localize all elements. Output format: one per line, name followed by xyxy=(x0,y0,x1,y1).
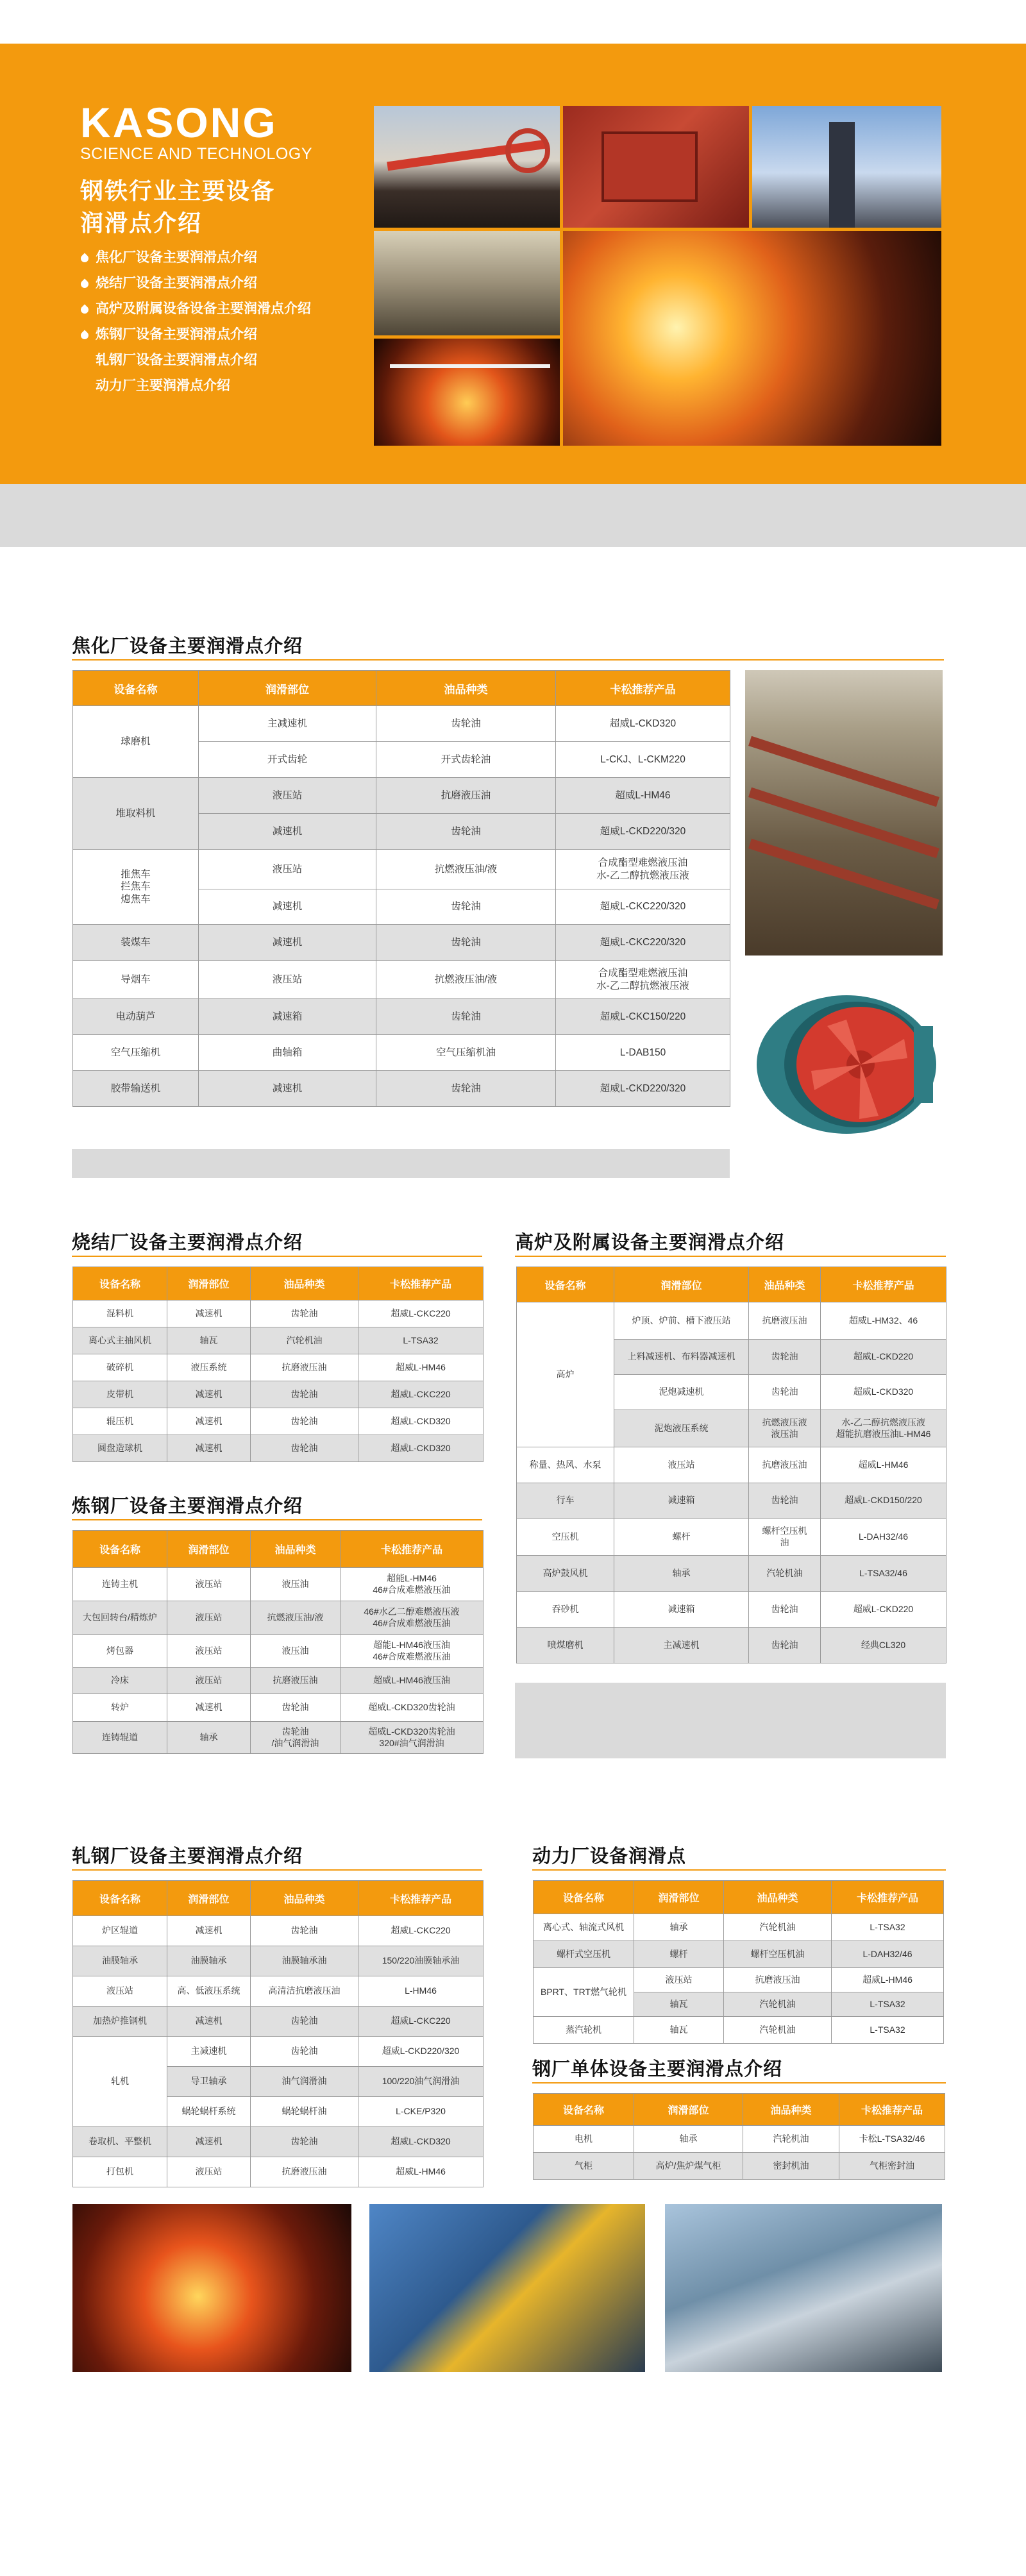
table-cell: 齿轮油 xyxy=(251,1301,358,1327)
photo-crusher xyxy=(563,106,749,228)
brand-block xyxy=(80,101,375,239)
table-cell: 液压站 xyxy=(73,1976,167,2007)
column-header: 卡松推荐产品 xyxy=(832,1881,944,1914)
table-cell: 离心式主抽风机 xyxy=(73,1327,167,1354)
table-cell: 螺杆式空压机 xyxy=(534,1941,634,1968)
table-cell: 齿轮油 xyxy=(251,1694,341,1722)
table-cell: 汽轮机油 xyxy=(724,1992,832,2017)
table-cell: 减速机 xyxy=(167,2127,251,2157)
table-cell: 打包机 xyxy=(73,2157,167,2187)
table-cell: 水-乙二醇抗燃液压液 超能抗磨液压油L-HM46 xyxy=(821,1410,946,1447)
steelmaking-lubrication-table xyxy=(72,1530,484,1754)
table-cell: 齿轮油 xyxy=(251,1408,358,1435)
table-cell: 曲轴箱 xyxy=(199,1035,376,1071)
table-cell: 液压站 xyxy=(614,1447,749,1483)
table-cell: 轴承 xyxy=(614,1556,749,1592)
photo-cold-rolling-line xyxy=(665,2204,942,2372)
table-cell: 抗磨液压油 xyxy=(251,1354,358,1381)
table-cell: 主减速机 xyxy=(199,706,376,742)
table-cell: 高清洁抗磨液压油 xyxy=(251,1976,358,2007)
table-cell: 油气润滑油 xyxy=(251,2067,358,2097)
table-cell: 汽轮机油 xyxy=(251,1327,358,1354)
table-cell: 超威L-CKD320 xyxy=(821,1375,946,1410)
drop-icon xyxy=(80,252,89,264)
photo-axial-fan xyxy=(750,981,943,1141)
photo-conveyor-gallery xyxy=(374,231,560,335)
column-header: 设备名称 xyxy=(73,1881,167,1916)
column-header: 卡松推荐产品 xyxy=(556,671,730,706)
column-header: 油品种类 xyxy=(251,1531,341,1568)
table-cell: 齿轮油 xyxy=(376,889,556,925)
table-cell: 轴瓦 xyxy=(634,1992,724,2017)
toc-item-label: 轧钢厂设备主要润滑点介绍 xyxy=(96,353,257,367)
table-cell: 超威L-CKC220/320 xyxy=(556,889,730,925)
table-cell: 超威L-CKC220 xyxy=(358,1301,484,1327)
table-cell: L-TSA32 xyxy=(832,2017,944,2044)
toc-item[interactable] xyxy=(80,348,311,373)
table-cell: 卡松L-TSA32/46 xyxy=(839,2126,945,2153)
column-header: 设备名称 xyxy=(534,2094,634,2126)
table-cell: L-CKJ、L-CKM220 xyxy=(556,742,730,778)
table-cell: L-TSA32 xyxy=(832,1914,944,1941)
section-rule xyxy=(72,1869,482,1871)
table-cell: 超威L-HM46 xyxy=(821,1447,946,1483)
table-cell: 超威L-CKD220 xyxy=(821,1592,946,1628)
table-cell: 齿轮油 xyxy=(749,1483,821,1519)
banner-title xyxy=(80,175,375,239)
table-cell: 破碎机 xyxy=(73,1354,167,1381)
table-cell: 离心式、轴流式风机 xyxy=(534,1914,634,1941)
table-cell: 圆盘造球机 xyxy=(73,1435,167,1462)
table-cell: 抗燃液压油/液 xyxy=(251,1601,341,1635)
column-header: 油品种类 xyxy=(743,2094,839,2126)
table-cell: 100/220油气润滑油 xyxy=(358,2067,484,2097)
table-cell: 抗燃液压油/液 xyxy=(376,961,556,999)
column-header: 油品种类 xyxy=(749,1267,821,1302)
table-cell: 主减速机 xyxy=(614,1628,749,1663)
table-cell: 抗磨液压油 xyxy=(376,778,556,814)
table-cell: L-DAH32/46 xyxy=(832,1941,944,1968)
banner-title-line2: 润滑点介绍 xyxy=(80,210,203,236)
equipment-cell: 轧机 xyxy=(73,2037,167,2127)
table-cell: 辊压机 xyxy=(73,1408,167,1435)
column-header: 卡松推荐产品 xyxy=(821,1267,946,1302)
table-cell: 减速机 xyxy=(199,925,376,961)
table-cell: 超威L-HM46 xyxy=(832,1968,944,1992)
table-cell: 液压站 xyxy=(167,1601,251,1635)
grey-placeholder-block xyxy=(515,1683,946,1758)
table-cell: 齿轮油 xyxy=(749,1375,821,1410)
column-header: 润滑部位 xyxy=(634,1881,724,1914)
table-cell: L-TSA32 xyxy=(832,1992,944,2017)
table-cell: 胶带输送机 xyxy=(73,1071,199,1107)
blast-furnace-lubrication-table xyxy=(516,1267,946,1663)
table-cell: 减速机 xyxy=(167,1694,251,1722)
table-cell: 减速机 xyxy=(167,1916,251,1946)
table-cell: 液压站 xyxy=(199,850,376,889)
table-cell: 超威L-CKC220 xyxy=(358,1381,484,1408)
column-header: 设备名称 xyxy=(73,671,199,706)
table-cell: 减速箱 xyxy=(614,1483,749,1519)
table-cell: L-CKE/P320 xyxy=(358,2097,484,2127)
section-rule xyxy=(72,1256,482,1257)
table-cell: 齿轮油 xyxy=(251,2007,358,2037)
table-cell: 电机 xyxy=(534,2126,634,2153)
table-cell: 合成酯型难燃液压油 水-乙二醇抗燃液压液 xyxy=(556,850,730,889)
table-cell: 液压站 xyxy=(167,1635,251,1668)
grey-placeholder-bar xyxy=(72,1149,730,1178)
table-cell: 装煤车 xyxy=(73,925,199,961)
equipment-cell: 高炉 xyxy=(517,1302,614,1447)
table-cell: 汽轮机油 xyxy=(749,1556,821,1592)
toc-item[interactable] xyxy=(80,271,311,296)
grey-divider-band xyxy=(0,484,1026,547)
column-header: 润滑部位 xyxy=(634,2094,743,2126)
table-cell: 超威L-CKC220/320 xyxy=(556,925,730,961)
table-cell: 汽轮机油 xyxy=(743,2126,839,2153)
table-cell: 液压站 xyxy=(167,1668,251,1694)
table-cell: 减速机 xyxy=(167,1435,251,1462)
table-cell: 蜗轮蜗杆系统 xyxy=(167,2097,251,2127)
equipment-cell: BPRT、TRT燃气轮机 xyxy=(534,1968,634,2017)
table-cell: 喷煤磨机 xyxy=(517,1628,614,1663)
table-cell: 齿轮油 xyxy=(376,999,556,1035)
table-cell: 齿轮油 xyxy=(376,706,556,742)
table-cell: 油膜轴承 xyxy=(73,1946,167,1976)
section-title-power: 动力厂设备润滑点 xyxy=(532,1846,687,1867)
table-cell: 轴承 xyxy=(634,2126,743,2153)
toc-item-label: 炼钢厂设备主要润滑点介绍 xyxy=(96,327,257,342)
table-cell: 加热炉推钢机 xyxy=(73,2007,167,2037)
table-cell: 空压机 xyxy=(517,1519,614,1556)
table-cell: 混料机 xyxy=(73,1301,167,1327)
table-cell: 液压油 xyxy=(251,1635,341,1668)
table-cell: 冷床 xyxy=(73,1668,167,1694)
power-lubrication-table xyxy=(533,1880,944,2044)
drop-icon xyxy=(80,380,89,392)
rolling-lubrication-table xyxy=(72,1880,484,2187)
drop-icon xyxy=(80,329,89,341)
table-cell: 称量、热风、水泵 xyxy=(517,1447,614,1483)
table-cell: 超能L-HM46液压油 46#合成难燃液压油 xyxy=(341,1635,484,1668)
table-cell: 齿轮油 xyxy=(376,1071,556,1107)
column-header: 油品种类 xyxy=(251,1267,358,1301)
table-cell: 吞砂机 xyxy=(517,1592,614,1628)
column-header: 润滑部位 xyxy=(167,1881,251,1916)
table-cell: 抗燃液压油/液 xyxy=(376,850,556,889)
banner-title-line1: 钢铁行业主要设备 xyxy=(80,178,276,204)
table-cell: 超威L-CKD320 xyxy=(358,2127,484,2157)
brand-subtitle: SCIENCE AND TECHNOLOGY xyxy=(80,145,313,163)
toc-item[interactable] xyxy=(80,245,311,271)
column-header: 润滑部位 xyxy=(199,671,376,706)
table-cell: 螺杆 xyxy=(614,1519,749,1556)
table-cell: 液压系统 xyxy=(167,1354,251,1381)
table-cell: 液压站 xyxy=(199,778,376,814)
table-cell: 齿轮油 /油气润滑油 xyxy=(251,1722,341,1754)
table-cell: 螺杆 xyxy=(634,1941,724,1968)
table-of-contents xyxy=(80,245,311,399)
section-title-single-equipment: 钢厂单体设备主要润滑点介绍 xyxy=(532,2059,783,2080)
table-cell: 连铸主机 xyxy=(73,1568,167,1601)
table-cell: 超威L-CKD320齿轮油 320#油气润滑油 xyxy=(341,1722,484,1754)
table-cell: 超威L-CKD220 xyxy=(821,1340,946,1375)
table-cell: 超威L-HM46 xyxy=(358,2157,484,2187)
section-rule xyxy=(532,2082,946,2084)
table-cell: 汽轮机油 xyxy=(724,2017,832,2044)
table-cell: 减速机 xyxy=(167,1408,251,1435)
table-cell: 轴瓦 xyxy=(167,1327,251,1354)
sinter-lubrication-table xyxy=(72,1267,484,1462)
table-cell: 皮带机 xyxy=(73,1381,167,1408)
table-cell: 超威L-CKD150/220 xyxy=(821,1483,946,1519)
toc-item[interactable] xyxy=(80,296,311,322)
table-cell: 超威L-HM46液压油 xyxy=(341,1668,484,1694)
table-cell: 蜗轮蜗杆油 xyxy=(251,2097,358,2127)
equipment-cell: 堆取料机 xyxy=(73,778,199,850)
table-cell: 轴承 xyxy=(167,1722,251,1754)
table-cell: L-HM46 xyxy=(358,1976,484,2007)
section-rule xyxy=(515,1256,946,1257)
section-title-steelmaking: 炼钢厂设备主要润滑点介绍 xyxy=(72,1496,303,1517)
table-cell: L-DAB150 xyxy=(556,1035,730,1071)
section-rule xyxy=(532,1869,946,1871)
table-cell: 150/220油膜轴承油 xyxy=(358,1946,484,1976)
table-cell: 轴承 xyxy=(634,1914,724,1941)
table-cell: 抗磨液压油 xyxy=(724,1968,832,1992)
table-cell: 炉顶、炉前、槽下液压站 xyxy=(614,1302,749,1340)
drop-icon xyxy=(80,303,89,315)
table-cell: 齿轮油 xyxy=(749,1340,821,1375)
table-cell: 超威L-CKD220/320 xyxy=(358,2037,484,2067)
section-title-coking: 焦化厂设备主要润滑点介绍 xyxy=(72,636,303,657)
column-header: 卡松推荐产品 xyxy=(358,1881,484,1916)
table-cell: 减速箱 xyxy=(199,999,376,1035)
table-cell: 蒸汽轮机 xyxy=(534,2017,634,2044)
table-cell: 减速机 xyxy=(167,2007,251,2037)
photo-blast-furnace xyxy=(752,106,941,228)
toc-item[interactable] xyxy=(80,373,311,399)
single-equipment-lubrication-table xyxy=(533,2093,945,2180)
table-cell: 高、低液压系统 xyxy=(167,1976,251,2007)
table-cell: 螺杆空压机油 xyxy=(724,1941,832,1968)
table-cell: 液压站 xyxy=(167,2157,251,2187)
table-cell: 汽轮机油 xyxy=(724,1914,832,1941)
toc-item-label: 烧结厂设备主要润滑点介绍 xyxy=(96,276,257,290)
table-cell: L-DAH32/46 xyxy=(821,1519,946,1556)
column-header: 卡松推荐产品 xyxy=(341,1531,484,1568)
photo-molten-steel-sparks xyxy=(563,231,941,446)
photo-hot-rolling-mill xyxy=(72,2204,351,2372)
table-cell: 液压站 xyxy=(167,1568,251,1601)
table-cell: 齿轮油 xyxy=(376,814,556,850)
table-cell: 减速机 xyxy=(199,814,376,850)
column-header: 润滑部位 xyxy=(614,1267,749,1302)
table-cell: L-TSA32 xyxy=(358,1327,484,1354)
table-cell: 导卫轴承 xyxy=(167,2067,251,2097)
equipment-cell: 球磨机 xyxy=(73,706,199,778)
table-cell: 超威L-CKD320齿轮油 xyxy=(341,1694,484,1722)
table-cell: 超威L-CKD320 xyxy=(556,706,730,742)
photo-hot-metal xyxy=(374,339,560,446)
toc-item-label: 高炉及附属设备设备主要润滑点介绍 xyxy=(96,301,311,316)
table-cell: 减速机 xyxy=(199,1071,376,1107)
table-cell: 高炉鼓风机 xyxy=(517,1556,614,1592)
table-cell: 减速箱 xyxy=(614,1592,749,1628)
table-cell: 齿轮油 xyxy=(251,1916,358,1946)
table-cell: 高炉/焦炉煤气柜 xyxy=(634,2153,743,2180)
equipment-cell: 推焦车 拦焦车 熄焦车 xyxy=(73,850,199,925)
table-cell: 齿轮油 xyxy=(376,925,556,961)
table-cell: L-TSA32/46 xyxy=(821,1556,946,1592)
table-cell: 超威L-CKD320 xyxy=(358,1435,484,1462)
photo-bucket-wheel-reclaimer xyxy=(374,106,560,228)
column-header: 润滑部位 xyxy=(167,1267,251,1301)
drop-icon xyxy=(80,278,89,289)
table-cell: 减速机 xyxy=(167,1301,251,1327)
table-cell: 齿轮油 xyxy=(251,1435,358,1462)
table-cell: 齿轮油 xyxy=(749,1628,821,1663)
coking-lubrication-table xyxy=(72,670,730,1107)
table-cell: 抗磨液压油 xyxy=(251,1668,341,1694)
table-cell: 卷取机、平整机 xyxy=(73,2127,167,2157)
table-cell: 经典CL320 xyxy=(821,1628,946,1663)
table-cell: 齿轮油 xyxy=(251,2127,358,2157)
table-cell: 减速机 xyxy=(199,889,376,925)
column-header: 卡松推荐产品 xyxy=(358,1267,484,1301)
table-cell: 空气压缩机 xyxy=(73,1035,199,1071)
table-cell: 行车 xyxy=(517,1483,614,1519)
table-cell: 超威L-CKD220/320 xyxy=(556,814,730,850)
section-title-rolling: 轧钢厂设备主要润滑点介绍 xyxy=(72,1846,303,1867)
table-cell: 炉区辊道 xyxy=(73,1916,167,1946)
table-cell: 泥炮减速机 xyxy=(614,1375,749,1410)
table-cell: 液压站 xyxy=(199,961,376,999)
table-cell: 油膜轴承 xyxy=(167,1946,251,1976)
table-cell: 气柜 xyxy=(534,2153,634,2180)
table-cell: 超威L-CKC150/220 xyxy=(556,999,730,1035)
table-cell: 超威L-HM46 xyxy=(556,778,730,814)
table-cell: 烤包器 xyxy=(73,1635,167,1668)
table-cell: 轴瓦 xyxy=(634,2017,724,2044)
table-cell: 合成酯型难燃液压油 水-乙二醇抗燃液压液 xyxy=(556,961,730,999)
table-cell: 超能L-HM46 46#合成难燃液压油 xyxy=(341,1568,484,1601)
table-cell: 泥炮液压系统 xyxy=(614,1410,749,1447)
column-header: 设备名称 xyxy=(517,1267,614,1302)
table-cell: 超威L-HM46 xyxy=(358,1354,484,1381)
table-cell: 液压站 xyxy=(634,1968,724,1992)
table-cell: 密封机油 xyxy=(743,2153,839,2180)
column-header: 设备名称 xyxy=(73,1267,167,1301)
table-cell: 超威L-HM32、46 xyxy=(821,1302,946,1340)
toc-item[interactable] xyxy=(80,322,311,348)
column-header: 设备名称 xyxy=(73,1531,167,1568)
table-cell: 转炉 xyxy=(73,1694,167,1722)
banner xyxy=(0,0,1026,484)
table-cell: 导烟车 xyxy=(73,961,199,999)
column-header: 卡松推荐产品 xyxy=(839,2094,945,2126)
table-cell: 螺杆空压机 油 xyxy=(749,1519,821,1556)
table-cell: 油膜轴承油 xyxy=(251,1946,358,1976)
column-header: 油品种类 xyxy=(376,671,556,706)
table-cell: 空气压缩机油 xyxy=(376,1035,556,1071)
drop-icon xyxy=(80,355,89,366)
table-cell: 齿轮油 xyxy=(251,1381,358,1408)
table-cell: 液压油 xyxy=(251,1568,341,1601)
table-cell: 开式齿轮油 xyxy=(376,742,556,778)
table-cell: 超威L-CKC220 xyxy=(358,1916,484,1946)
table-cell: 抗磨液压油 xyxy=(251,2157,358,2187)
section-title-sinter: 烧结厂设备主要润滑点介绍 xyxy=(72,1233,303,1253)
column-header: 润滑部位 xyxy=(167,1531,251,1568)
table-cell: 气柜密封油 xyxy=(839,2153,945,2180)
photo-rolling-machinery xyxy=(369,2204,645,2372)
section-rule xyxy=(72,659,944,661)
table-cell: 大包回转台/精炼炉 xyxy=(73,1601,167,1635)
table-cell: 连铸辊道 xyxy=(73,1722,167,1754)
table-cell: 抗燃液压液 液压油 xyxy=(749,1410,821,1447)
toc-item-label: 动力厂主要润滑点介绍 xyxy=(96,378,230,393)
table-cell: 开式齿轮 xyxy=(199,742,376,778)
photo-chain-conveyor xyxy=(745,670,943,955)
toc-item-label: 焦化厂设备主要润滑点介绍 xyxy=(96,250,257,265)
table-cell: 超威L-CKC220 xyxy=(358,2007,484,2037)
table-cell: 主减速机 xyxy=(167,2037,251,2067)
section-title-blast-furnace: 高炉及附属设备主要润滑点介绍 xyxy=(515,1233,785,1253)
section-rule xyxy=(72,1519,482,1520)
brand-name: KASONG xyxy=(80,99,278,146)
column-header: 设备名称 xyxy=(534,1881,634,1914)
table-cell: 上料减速机、布料器减速机 xyxy=(614,1340,749,1375)
table-cell: 抗磨液压油 xyxy=(749,1302,821,1340)
banner-top-strip xyxy=(0,0,1026,44)
table-cell: 抗磨液压油 xyxy=(749,1447,821,1483)
column-header: 油品种类 xyxy=(251,1881,358,1916)
table-cell: 齿轮油 xyxy=(749,1592,821,1628)
column-header: 油品种类 xyxy=(724,1881,832,1914)
table-cell: 减速机 xyxy=(167,1381,251,1408)
table-cell: 电动葫芦 xyxy=(73,999,199,1035)
table-cell: 齿轮油 xyxy=(251,2037,358,2067)
table-cell: 超威L-CKD320 xyxy=(358,1408,484,1435)
table-cell: 46#水乙二醇难燃液压液 46#合成难燃液压油 xyxy=(341,1601,484,1635)
table-cell: 超威L-CKD220/320 xyxy=(556,1071,730,1107)
